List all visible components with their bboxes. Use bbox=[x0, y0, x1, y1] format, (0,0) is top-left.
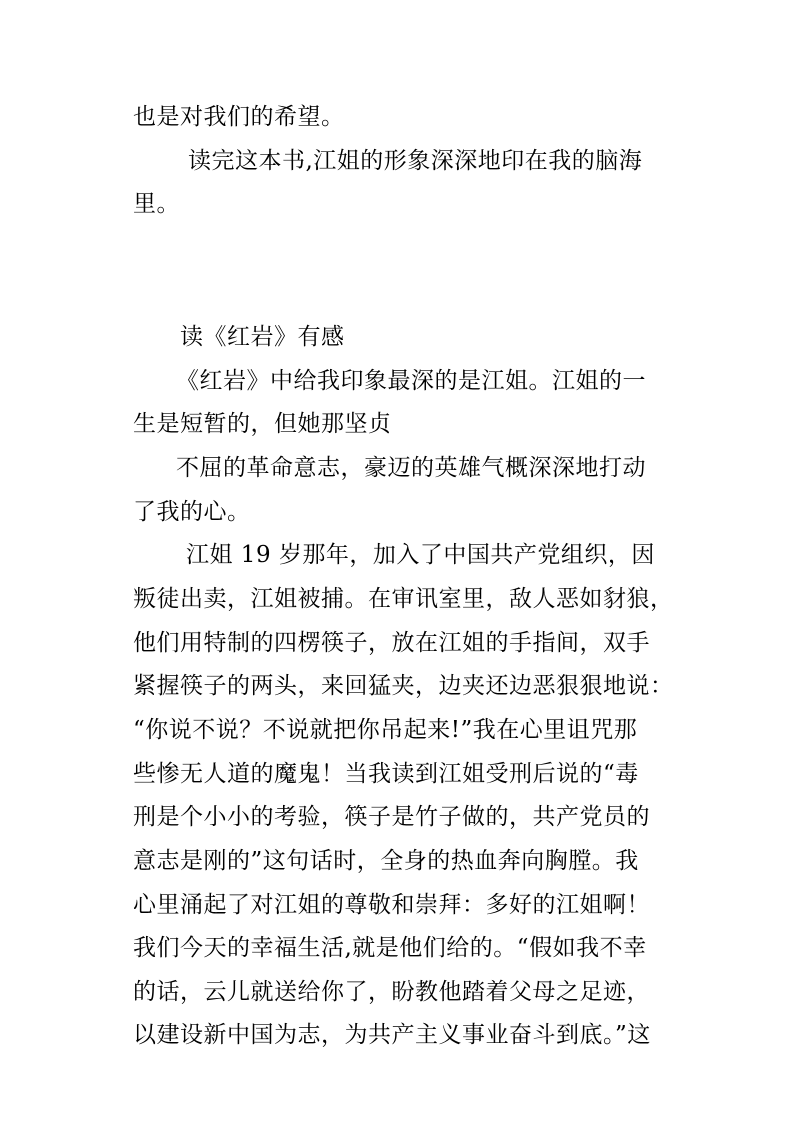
paragraph-first-line: 江姐 19 岁那年，加入了中国共产党组织，因 bbox=[186, 542, 655, 568]
paragraph-first-line: 《红岩》中给我印象最深的是江姐。江姐的一 bbox=[176, 368, 646, 394]
paragraph-first-line: 读完这本书,江姐的形象深深地印在我的脑海 bbox=[188, 148, 643, 174]
text-line: 些惨无人道的魔鬼！当我读到江姐受刑后说的“毒 bbox=[133, 761, 639, 787]
text-line: 紧握筷子的两头，来回猛夹，边夹还边恶狠狠地说： bbox=[133, 673, 674, 699]
text-line: “你说不说？不说就把你吊起来!”我在心里诅咒那 bbox=[133, 717, 638, 743]
text-line: 心里涌起了对江姐的尊敬和崇拜：多好的江姐啊！ bbox=[133, 892, 650, 918]
text-line: 刑是个小小的考验，筷子是竹子做的，共产党员的 bbox=[133, 804, 650, 830]
text-line: 的话，云儿就送给你了，盼教他踏着父母之足迹， bbox=[133, 979, 650, 1005]
text-line: 不屈的革命意志，豪迈的英雄气概深深地打动 bbox=[176, 455, 646, 481]
text-line: 以建设新中国为志，为共产主义事业奋斗到底。”这 bbox=[133, 1022, 651, 1048]
text-line: 他们用特制的四楞筷子，放在江姐的手指间，双手 bbox=[133, 630, 650, 656]
text-line: 意志是刚的”这句话时，全身的热血奔向胸膛。我 bbox=[133, 848, 639, 874]
text-line: 了我的心。 bbox=[133, 499, 251, 525]
section-title: 读《红岩》有感 bbox=[180, 324, 345, 350]
text-line: 生是短暂的，但她那坚贞 bbox=[133, 411, 392, 437]
text-line: 叛徒出卖，江姐被捕。在审讯室里，敌人恶如豺狼， bbox=[133, 586, 674, 612]
text-line: 我们今天的幸福生活,就是他们给的。“假如我不幸 bbox=[133, 935, 647, 961]
text-line: 也是对我们的希望。 bbox=[133, 104, 345, 130]
text-line: 里。 bbox=[133, 191, 180, 217]
